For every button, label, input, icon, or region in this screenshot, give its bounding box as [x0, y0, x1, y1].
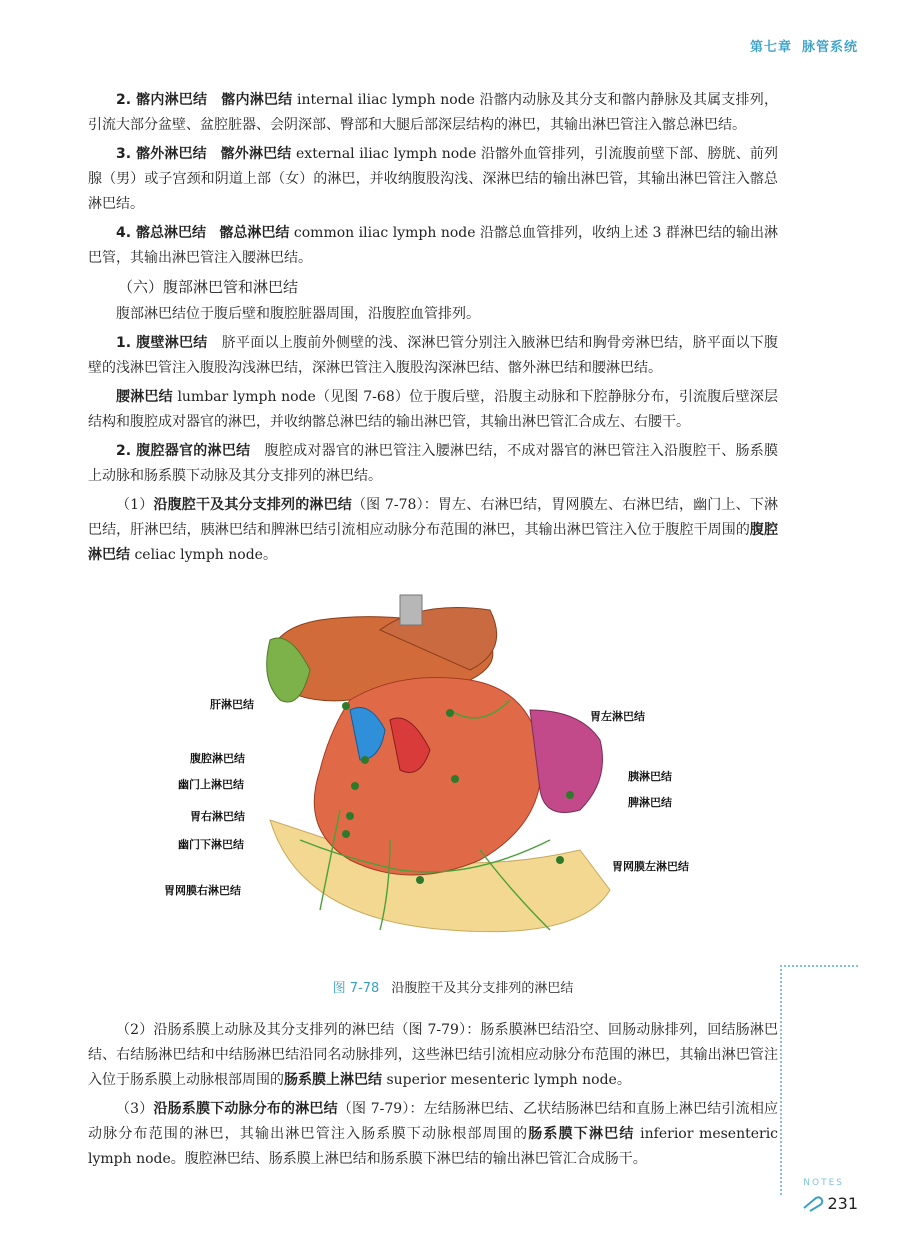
label-celiac: 腹腔淋巴结 — [190, 752, 245, 765]
notes-divider-top — [780, 965, 858, 967]
figure-caption — [0, 977, 906, 996]
text-celiac: （图 7-78）：胃左、右淋巴结，胃网膜左、右淋巴结，幽门上、下淋巴结，肝淋巴结，胰淋巴结和脾淋巴结引流相应动脉分布范围的淋巴，其输出淋巴管注入位于腹腔干周围的 — [88, 497, 779, 538]
chapter-number: 第七章 — [749, 40, 792, 55]
text-lumbar: lumbar lymph node（见图 7-68）位于腹后壁，沿腹主动脉和下腔静脉分布，引流腹后壁深层结构和腹腔成对器官的淋巴，并收纳髂总淋巴结的输出淋巴管，其输出淋巴管汇合成左、右腰干。 — [88, 389, 779, 430]
paragraph-intro: 腹部淋巴结位于腹后壁和腹腔脏器周围，沿腹腔血管排列。 — [116, 306, 480, 322]
paragraph-external-iliac — [88, 142, 778, 217]
paragraph-celiac — [88, 493, 778, 568]
paperclip-icon — [802, 1196, 824, 1212]
paragraph-internal-iliac — [88, 88, 778, 138]
tail-superior-mesenteric: superior mesenteric lymph node。 — [382, 1072, 631, 1088]
notes-divider-side — [780, 965, 782, 1195]
page-number: 231 — [827, 1194, 858, 1213]
heading-external-iliac: 3. 髂外淋巴结 — [116, 146, 207, 162]
text-external-iliac: external iliac lymph node 沿髂外血管排列，引流腹前壁下部、膀胱、前列腺（男）或子宫颈和阴道上部（女）的淋巴，并收纳腹股沟浅、深淋巴结的输出淋巴管，其输出淋巴管注入髂总淋巴结。 — [88, 146, 779, 212]
paragraph-inferior-mesenteric — [88, 1097, 778, 1172]
label-subpyloric: 幽门下淋巴结 — [178, 838, 244, 851]
label-suprapyloric: 幽门上淋巴结 — [178, 778, 244, 791]
body-text-lower — [88, 1018, 778, 1176]
text-common-iliac: common iliac lymph node 沿髂总血管排列，收纳上述 3 群淋巴结的输出淋巴管，其输出淋巴管注入腰淋巴结。 — [88, 225, 779, 266]
label-right-gastric: 胃右淋巴结 — [190, 810, 245, 823]
anatomy-figure — [150, 590, 760, 970]
paragraph-abdominal-wall — [88, 331, 778, 381]
heading-common-iliac: 4. 髂总淋巴结 — [116, 225, 206, 241]
paragraph-organ — [88, 439, 778, 489]
celiac-prefix: （1） — [116, 497, 154, 513]
chapter-title: 脉管系统 — [801, 40, 858, 55]
heading-organ: 2. 腹腔器官的淋巴结 — [116, 443, 251, 459]
text-internal-iliac: internal iliac lymph node 沿髂内动脉及其分支和髂内静脉及其属支排列，引流大部分盆壁、盆腔脏器、会阴深部、臀部和大腿后部深层结构的淋巴，其输出淋巴管注入髂总淋巴结。 — [88, 92, 778, 133]
label-pancreatic: 胰淋巴结 — [628, 770, 672, 783]
term-lumbar: 腰淋巴结 — [116, 389, 173, 405]
inferior-prefix: （3） — [116, 1101, 154, 1117]
term-internal-iliac: 髂内淋巴结 — [221, 92, 293, 108]
term-inferior-mesenteric: 肠系膜下淋巴结 — [528, 1126, 635, 1142]
tail-celiac: celiac lymph node。 — [130, 547, 277, 563]
term-superior-mesenteric: 肠系膜上淋巴结 — [284, 1072, 382, 1088]
text-organ: 腹腔成对器官的淋巴管注入腰淋巴结，不成对器官的淋巴管注入沿腹腔干、肠系膜上动脉和肠系膜下动脉及其分支排列的淋巴结。 — [88, 443, 779, 484]
paragraph-lumbar — [88, 385, 778, 435]
term-external-iliac: 髂外淋巴结 — [220, 146, 292, 162]
paragraph-superior-mesenteric — [88, 1018, 778, 1093]
text-abdominal-wall: 脐平面以上腹前外侧壁的浅、深淋巴管分别注入腋淋巴结和胸骨旁淋巴结，脐平面以下腹壁的浅淋巴管注入腹股沟浅淋巴结，深淋巴管注入腹股沟深淋巴结、髂外淋巴结和腰淋巴结。 — [88, 335, 779, 376]
caption-text: 沿腹腔干及其分支排列的淋巴结 — [391, 981, 574, 996]
text-superior-mesenteric: （2）沿肠系膜上动脉及其分支排列的淋巴结（图 7-79）：肠系膜淋巴结沿空、回肠动脉排列，回结肠淋巴结、右结肠淋巴结和中结肠淋巴结沿同名动脉排列，这些淋巴结引流相应动脉分布范围的淋巴，其输出淋巴管注入位于肠系膜上动脉根部周围的 — [88, 1022, 778, 1088]
heading-abdominal-wall: 1. 腹壁淋巴结 — [116, 335, 208, 351]
heading-inferior-mesenteric: 沿肠系膜下动脉分布的淋巴结 — [153, 1101, 338, 1117]
section-heading-abdominal: （六）腹部淋巴管和淋巴结 — [118, 278, 299, 296]
label-left-gastric: 胃左淋巴结 — [590, 710, 645, 723]
caption-number: 图 7-78 — [332, 981, 380, 996]
label-splenic: 脾淋巴结 — [628, 796, 672, 809]
body-text — [88, 88, 778, 572]
running-header — [740, 36, 858, 55]
term-common-iliac: 髂总淋巴结 — [219, 225, 290, 241]
tail-inferior-mesenteric: inferior mesenteric lymph node。腹腔淋巴结、肠系膜上淋巴结和肠系膜下淋巴结的输出淋巴管汇合成肠干。 — [88, 1126, 779, 1167]
label-right-gastroepiploic: 胃网膜右淋巴结 — [164, 884, 241, 897]
text-inferior-mesenteric: （图 7-79）：左结肠淋巴结、乙状结肠淋巴结和直肠上淋巴结引流相应动脉分布范围的淋巴，其输出淋巴管注入肠系膜下动脉根部周围的 — [88, 1101, 778, 1142]
label-hepatic: 肝淋巴结 — [210, 698, 254, 711]
term-celiac: 腹腔淋巴结 — [88, 522, 779, 563]
paragraph-common-iliac — [88, 221, 778, 271]
heading-celiac: 沿腹腔干及其分支排列的淋巴结 — [153, 497, 352, 513]
notes-label: NOTES — [803, 1178, 844, 1188]
heading-internal-iliac: 2. 髂内淋巴结 — [116, 92, 208, 108]
label-left-gastroepiploic: 胃网膜左淋巴结 — [612, 860, 689, 873]
